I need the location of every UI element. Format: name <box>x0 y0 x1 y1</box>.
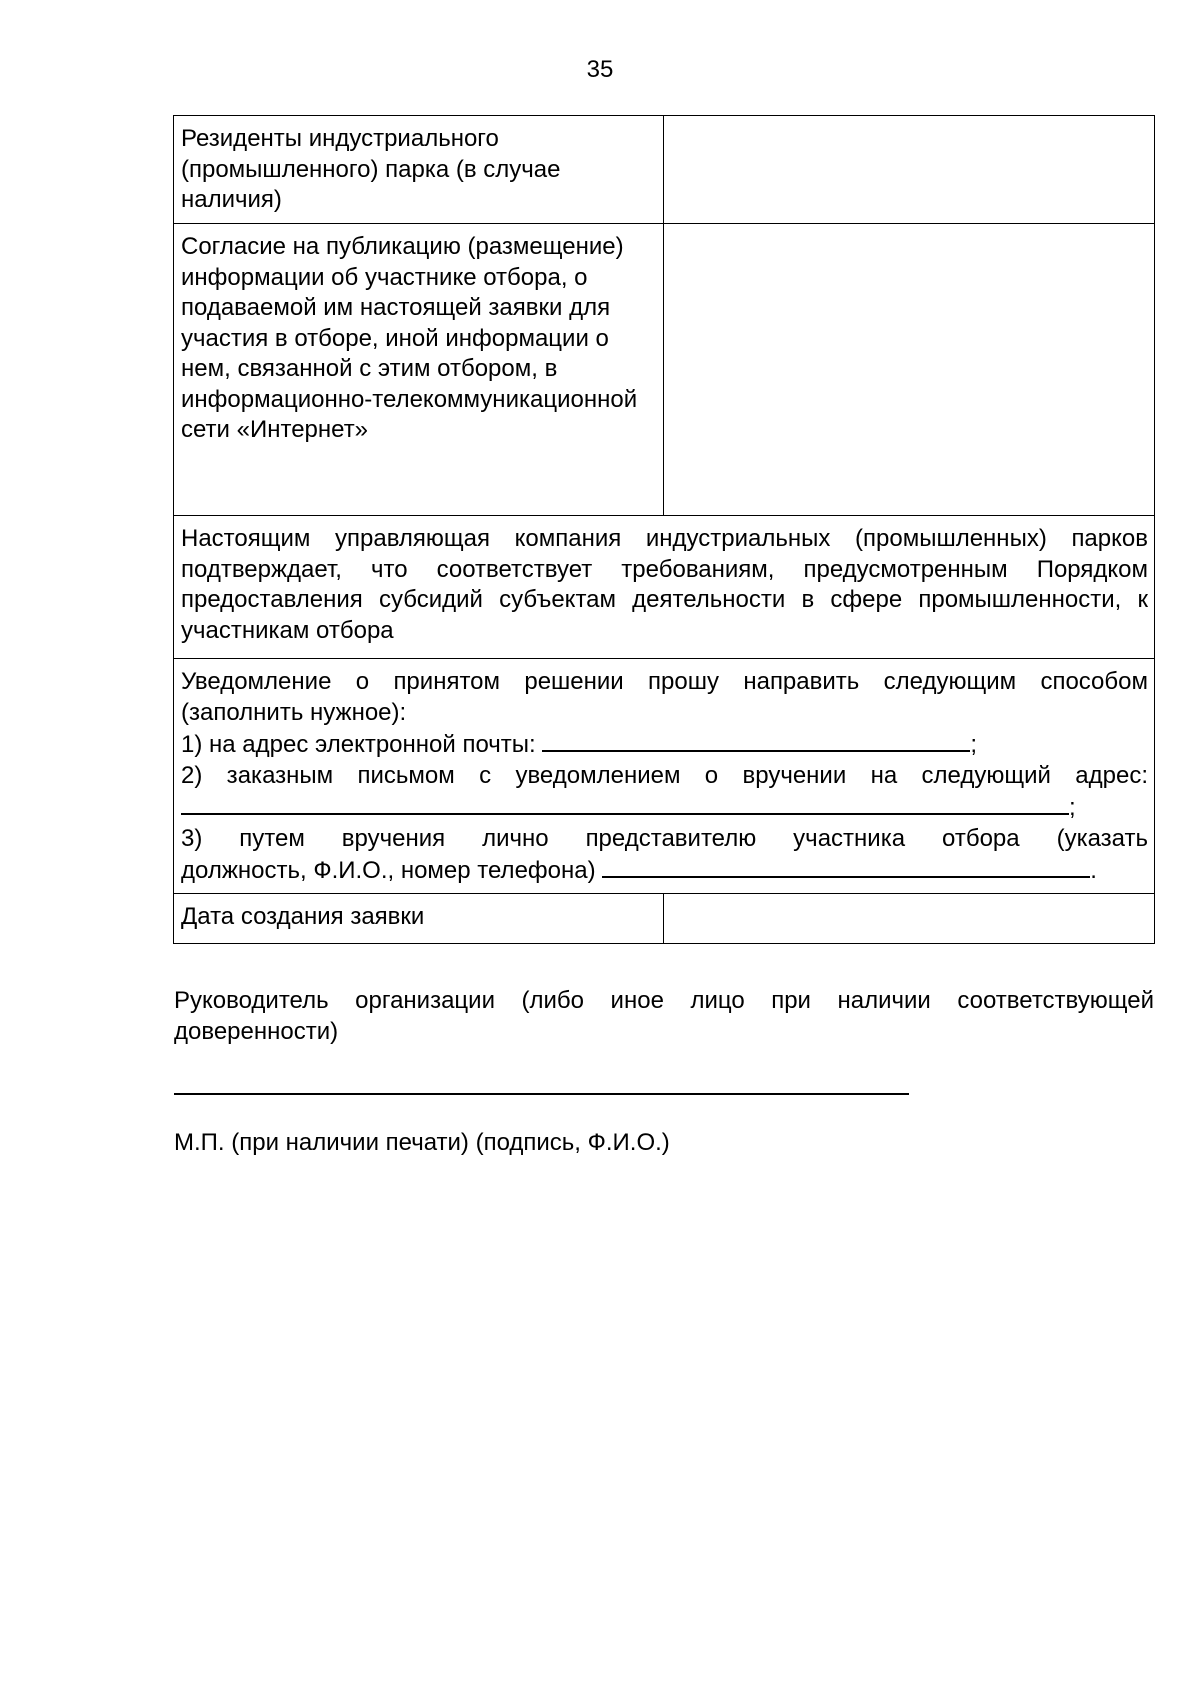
consent-label: Согласие на публикацию (размещение) информации об участнике отбора, о подаваемой им настоящей заявки для участия в отборе, иной информации о нем, связанной с этим отбором, в информационно-телекоммуникационной сети «Интернет» <box>174 224 664 516</box>
handover-blank-field[interactable] <box>602 854 1090 878</box>
table-row-residents <box>174 116 1155 224</box>
residents-value-field[interactable] <box>664 116 1155 224</box>
address-option-label: 2) заказным письмом с уведомлением о вручении на следующий адрес: <box>181 761 1148 789</box>
residents-label: Резиденты индустриального (промышленного) парка (в случае наличия) <box>174 116 664 224</box>
creation-date-value-field[interactable] <box>664 893 1155 943</box>
email-option-end: ; <box>970 731 978 758</box>
confirmation-text: Настоящим управляющая компания индустриальных (промышленных) парков подтверждает, что соответствует требованиям, предусмотренным Порядком предоставления субсидий субъектам деятельности в сфере промышленности, к участникам отбора <box>174 516 1155 659</box>
table-row-consent <box>174 224 1155 516</box>
page-number: 35 <box>586 56 614 83</box>
handover-option-line2: должность, Ф.И.О., номер телефона) <box>181 857 596 884</box>
notification-option-address <box>181 791 1148 824</box>
head-of-organization-text: Руководитель организации (либо иное лицо при наличии соответствующей доверенности) <box>174 987 1154 1045</box>
application-form-table <box>173 115 1155 944</box>
handover-option-end: . <box>1090 857 1097 884</box>
creation-date-label: Дата создания заявки <box>174 893 664 943</box>
notification-cell <box>174 659 1155 894</box>
handover-option-line1: 3) путем вручения лично представителю участника отбора (указать <box>181 824 1148 852</box>
notification-intro: Уведомление о принятом решении прошу направить следующим способом (заполнить нужное): <box>181 668 1148 726</box>
table-row-notification <box>174 659 1155 894</box>
table-row-confirmation <box>174 516 1155 659</box>
stamp-caption: М.П. (при наличии печати) (подпись, Ф.И.О.) <box>174 1129 670 1156</box>
address-blank-field[interactable] <box>181 791 1069 815</box>
notification-option-handover <box>181 854 1148 887</box>
consent-value-field[interactable] <box>664 224 1155 516</box>
email-option-label: 1) на адрес электронной почты: <box>181 731 536 758</box>
signature-line <box>174 1093 909 1095</box>
notification-option-email <box>181 728 1148 761</box>
email-blank-field[interactable] <box>542 728 970 752</box>
table-row-creation-date <box>174 893 1155 943</box>
address-option-end: ; <box>1069 794 1076 821</box>
